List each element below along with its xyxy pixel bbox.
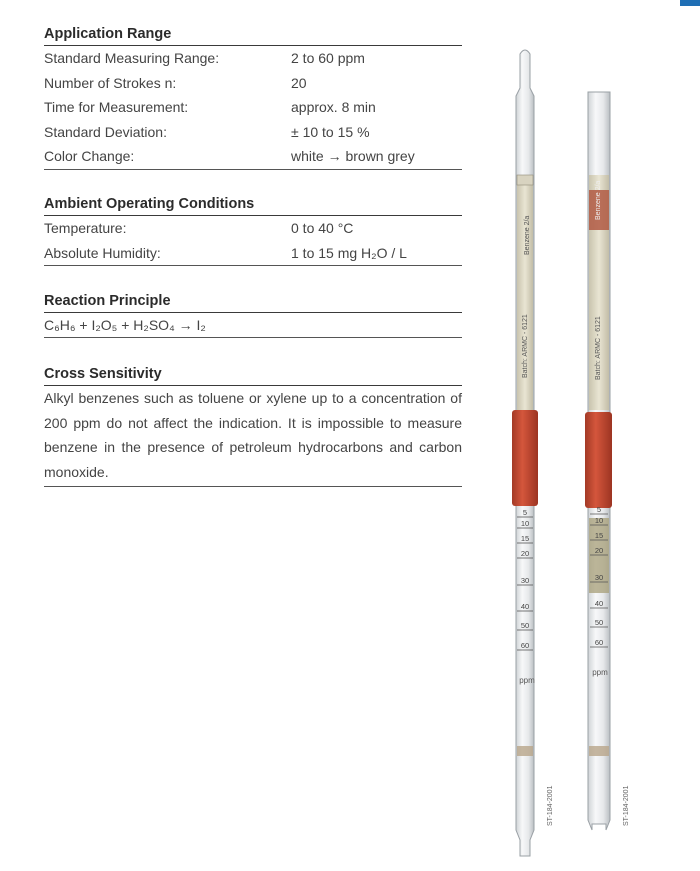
row-label: Standard Measuring Range: [44,50,220,66]
row-value: ± 10 to 15 % [291,123,370,140]
table-row [44,95,462,120]
row-value: 1 to 15 mg H₂O / L [291,244,407,261]
scale-label: 60 [594,638,604,647]
row-label: Absolute Humidity: [44,244,161,261]
table-row [44,241,462,266]
used-tube [585,92,630,830]
scale-label: 15 [520,534,530,543]
application-range-section [44,24,462,170]
section-end-rule [44,486,462,487]
section-end-rule [44,337,462,338]
corner-accent-mark [680,0,700,6]
section-title: Ambient Operating Conditions [44,196,255,212]
ambient-conditions-section [44,194,462,266]
scale-label: 40 [594,599,604,608]
scale-label: 60 [520,641,530,650]
batch-label: Batch: ARMC - 6121 [595,316,602,380]
scale-label: 40 [520,602,530,611]
section-end-rule [44,265,462,266]
ppm-unit-label: ppm [519,676,535,685]
row-value: 20 [291,74,307,91]
table-row [44,71,462,96]
tube-name-label: Benzene 2/a [524,215,531,255]
row-value: 2 to 60 ppm [291,50,365,66]
scale-label: 50 [594,618,604,627]
red-sleeve [512,410,538,506]
fresh-tube [512,50,554,856]
scale-label: 10 [594,516,604,525]
red-sleeve [585,412,612,508]
scale-label: 15 [594,531,604,540]
batch-label: Batch: ARMC - 6121 [522,314,529,378]
row-value: 0 to 40 °C [291,220,354,236]
row-label: Time for Measurement: [44,99,189,115]
scale-label: 30 [520,576,530,585]
section-end-rule [44,169,462,170]
tube-name-label: Benzene 2/a [595,180,602,220]
scale-label: 20 [594,546,604,555]
tubes-svg [490,40,690,866]
reaction-principle-section [44,291,462,338]
detector-tubes-image [490,40,690,866]
scale-label: 5 [522,508,528,517]
row-value: approx. 8 min [291,99,376,115]
row-label: Number of Strokes n: [44,74,177,91]
table-row [44,120,462,145]
scale-label: 10 [520,519,530,528]
ppm-unit-label: ppm [592,668,608,677]
table-row [44,144,462,169]
table-row [44,216,462,241]
cross-sensitivity-text: Alkyl benzenes such as toluene or xylene up to a concentration of 200 ppm do not affect the indication. It is impossible to measure benzene in the presence of petroleum hydrocarbons and carbon monoxide. [44,390,462,480]
reaction-formula: C₆H₆ + I₂O₅ + H₂SO₄ → I₂ [44,317,206,333]
code-label: ST-184-2001 [547,785,554,826]
row-label: Color Change: [44,148,135,164]
section-title: Reaction Principle [44,293,171,309]
row-label: Standard Deviation: [44,123,167,140]
section-title: Application Range [44,26,172,42]
section-title: Cross Sensitivity [44,366,162,382]
scale-label: 50 [520,621,530,630]
scale-label: 30 [594,573,604,582]
scale-label: 20 [520,549,530,558]
code-label: ST-184-2001 [623,785,630,826]
table-row [44,46,462,71]
row-label: Temperature: [44,220,127,236]
application-range-table [44,46,462,169]
scale-label: 5 [596,505,602,514]
cross-sensitivity-section [44,364,462,487]
row-value: white → brown grey [291,148,415,164]
